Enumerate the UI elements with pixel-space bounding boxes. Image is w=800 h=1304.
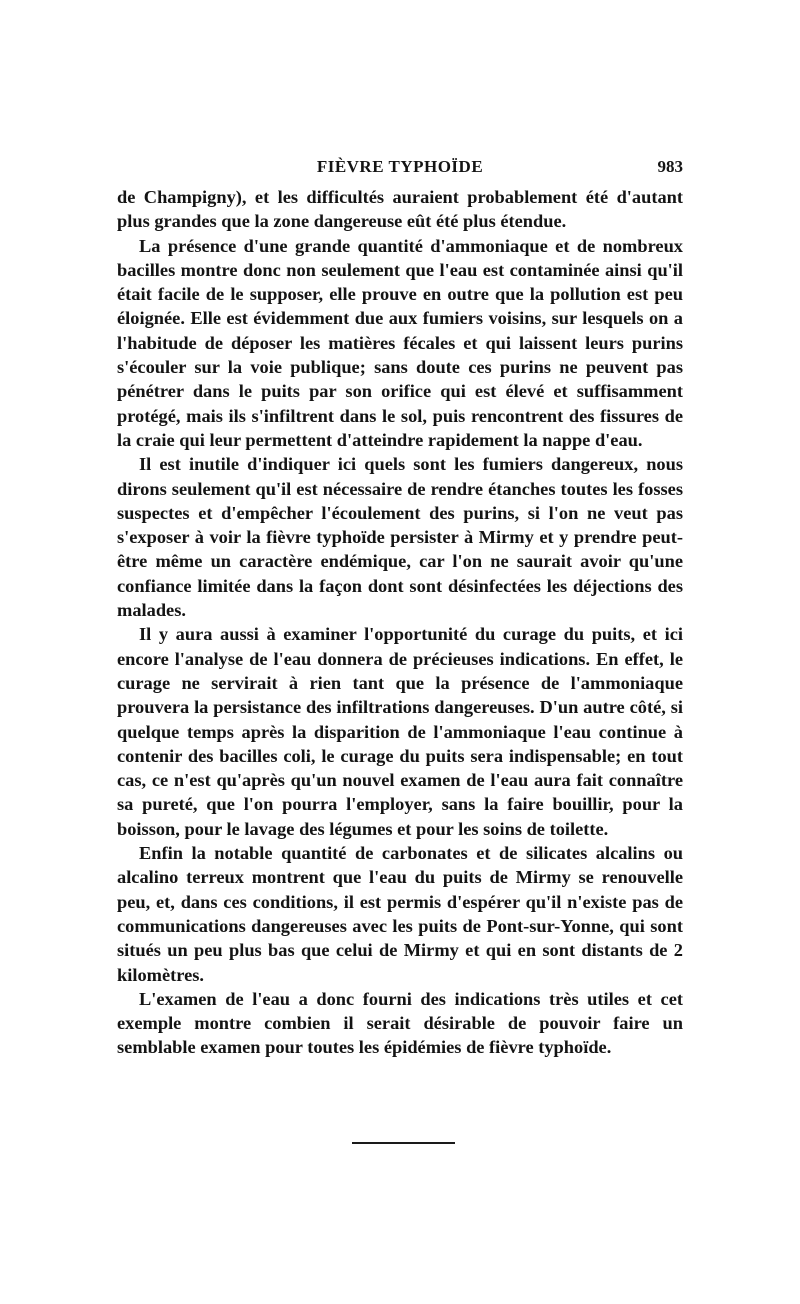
body-text bbox=[117, 185, 683, 1060]
paragraph: La présence d'une grande quantité d'ammoniaque et de nombreux bacilles montre donc non seulement que l'eau est contaminée ainsi qu'il était facile de le supposer, elle prouve en outre que la pollution est peu éloignée. Elle est évidemment due aux fumiers voisins, sur lesquels on a l'habitude de déposer les matières fécales et qui laissent leurs purins s'écouler sur la voie publique; sans doute ces purins ne peuvent pas pénétrer dans le puits par son orifice qui est élevé et suffisamment protégé, mais ils s'infiltrent dans le sol, puis rencontrent des fissures de la craie qui leur permettent d'atteindre rapidement la nappe d'eau. bbox=[117, 235, 683, 450]
paragraph: L'examen de l'eau a donc fourni des indications très utiles et cet exemple montre combien il serait désirable de pouvoir faire un semblable examen pour toutes les épidémies de fièvre typhoïde. bbox=[117, 988, 683, 1058]
section-end-rule bbox=[352, 1142, 455, 1144]
page-number: 983 bbox=[657, 157, 683, 176]
running-title: FIÈVRE TYPHOÏDE bbox=[316, 157, 484, 176]
paragraph: Il y aura aussi à examiner l'opportunité du curage du puits, et ici encore l'analyse de l'eau donnera de précieuses indications. En effet, le curage ne servirait à rien tant que la présence de l'ammoniaque prouvera la persistance des infiltrations dangereuses. D'un autre côté, si quelque temps après la disparition de l'ammoniaque l'eau continue à contenir des bacilles coli, le curage du puits sera indispensable; en tout cas, ce n'est qu'après qu'un nouvel examen de l'eau aura fait connaître sa pureté, que l'on pourra l'employer, sans la faire bouillir, pour la boisson, pour le lavage des légumes et pour les soins de toilette. bbox=[117, 624, 683, 839]
paragraph: Enfin la notable quantité de carbonates et de silicates alcalins ou alcalino terreux montrent que l'eau du puits de Mirmy se renouvelle peu, et, dans ces conditions, il est permis d'espérer qu'il n'existe pas de communications dangereuses avec les puits de Pont-sur-Yonne, qui sont situés un peu plus bas que celui de Mirmy et qui en sont distants de 2 kilomètres. bbox=[117, 843, 683, 985]
paragraph: Il est inutile d'indiquer ici quels sont les fumiers dangereux, nous dirons seulement qu'il est nécessaire de rendre étanches toutes les fosses suspectes et d'empêcher l'écoulement des purins, si l'on ne veut pas s'exposer à voir la fièvre typhoïde persister à Mirmy et y prendre peut-être même un caractère endémique, car l'on ne saurait avoir qu'une confiance limitée dans la façon dont sont désinfectées les déjections des malades. bbox=[117, 454, 683, 621]
paragraph-continuation: de Champigny), et les difficultés auraient probablement été d'autant plus grandes que la zone dangereuse eût été plus étendue. bbox=[117, 187, 683, 232]
running-head bbox=[117, 157, 683, 183]
